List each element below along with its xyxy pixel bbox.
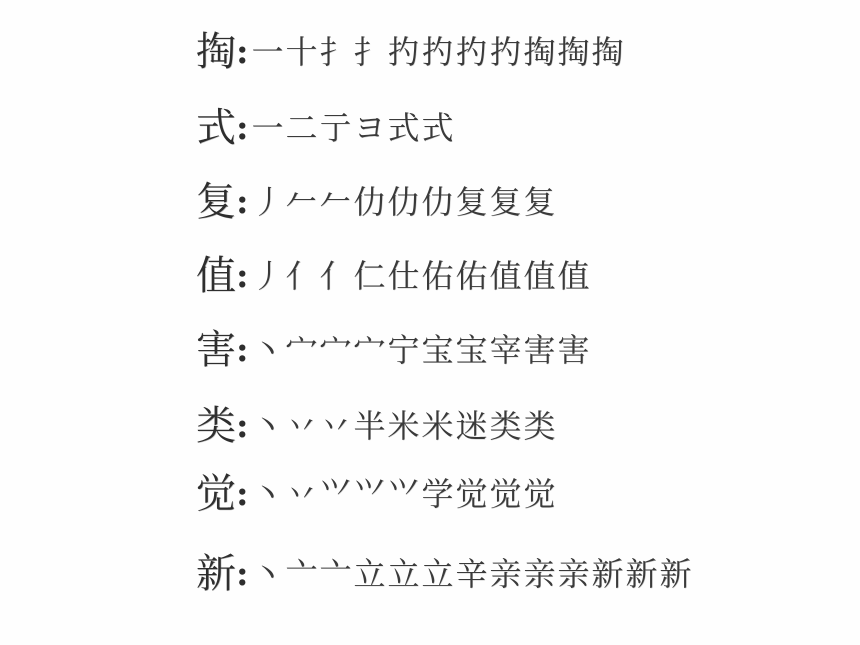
stroke-step: ⺍	[319, 478, 352, 510]
stroke-step: 立	[421, 558, 454, 590]
stroke-step: 新	[591, 558, 624, 590]
colon-separator: :	[236, 554, 249, 594]
stroke-step: 复	[455, 186, 488, 218]
colon-separator: :	[236, 330, 249, 370]
stroke-step: 亲	[523, 558, 556, 590]
stroke-row-tao	[196, 24, 625, 80]
stroke-step: 丶	[251, 410, 284, 442]
stroke-step: 亻	[319, 260, 352, 292]
stroke-step: 值	[557, 260, 590, 292]
stroke-row-xin	[196, 546, 693, 602]
stroke-step: 觉	[489, 478, 522, 510]
stroke-step: 仂	[353, 186, 386, 218]
stroke-step: 式	[387, 112, 420, 144]
stroke-step: 一	[251, 112, 284, 144]
stroke-step: 新	[625, 558, 658, 590]
stroke-step: 觉	[523, 478, 556, 510]
stroke-step: 扌	[319, 36, 352, 68]
stroke-step: 亻	[285, 260, 318, 292]
stroke-step: 𠂉	[319, 186, 352, 218]
stroke-step: 𠂉	[285, 186, 318, 218]
stroke-step: 亠	[285, 558, 318, 590]
stroke-step: 仕	[387, 260, 420, 292]
stroke-step: 丿	[251, 186, 284, 218]
stroke-step: 亲	[557, 558, 590, 590]
stroke-step: 掏	[523, 36, 556, 68]
stroke-step: 二	[285, 112, 318, 144]
stroke-row-hai	[196, 322, 591, 378]
stroke-step: 类	[523, 410, 556, 442]
stroke-step: 亠	[319, 558, 352, 590]
stroke-step: 佑	[455, 260, 488, 292]
stroke-step: 丶	[251, 478, 284, 510]
stroke-step: 仂	[387, 186, 420, 218]
colon-separator: :	[236, 256, 249, 296]
stroke-step: 米	[387, 410, 420, 442]
stroke-step: 新	[659, 558, 692, 590]
colon-separator: :	[236, 406, 249, 446]
stroke-step: 一	[251, 36, 284, 68]
stroke-step: 丶	[251, 334, 284, 366]
stroke-step: 立	[387, 558, 420, 590]
character-label: 式	[196, 105, 236, 151]
stroke-step: 半	[353, 410, 386, 442]
stroke-step: 觉	[455, 478, 488, 510]
character-label: 类	[196, 403, 236, 449]
stroke-row-jue	[196, 466, 557, 522]
stroke-step: ⺍	[353, 478, 386, 510]
stroke-step: 扌	[353, 36, 386, 68]
stroke-step: 复	[523, 186, 556, 218]
stroke-step: 宁	[387, 334, 420, 366]
stroke-step: 扚	[455, 36, 488, 68]
stroke-step: ⺍	[387, 478, 420, 510]
stroke-sequence	[251, 334, 591, 366]
stroke-step: 佑	[421, 260, 454, 292]
stroke-step: 学	[421, 478, 454, 510]
stroke-step: 害	[557, 334, 590, 366]
stroke-sequence	[251, 36, 625, 68]
character-label: 复	[196, 179, 236, 225]
stroke-step: 式	[421, 112, 454, 144]
stroke-step: 丷	[285, 410, 318, 442]
stroke-step: 值	[489, 260, 522, 292]
character-label: 值	[196, 253, 236, 299]
stroke-row-lei	[196, 398, 557, 454]
stroke-step: 宀	[353, 334, 386, 366]
stroke-step: 宝	[421, 334, 454, 366]
stroke-step: 丷	[319, 410, 352, 442]
stroke-sequence	[251, 260, 591, 292]
stroke-sequence	[251, 410, 557, 442]
colon-separator: :	[236, 182, 249, 222]
stroke-step: 亲	[489, 558, 522, 590]
stroke-sequence	[251, 478, 557, 510]
stroke-step: 害	[523, 334, 556, 366]
stroke-row-zhi	[196, 248, 591, 304]
stroke-step: 复	[489, 186, 522, 218]
stroke-step: 掏	[557, 36, 590, 68]
stroke-row-shi	[196, 100, 455, 156]
stroke-step: 宝	[455, 334, 488, 366]
stroke-step: 米	[421, 410, 454, 442]
stroke-sequence	[251, 186, 557, 218]
stroke-sequence	[251, 558, 693, 590]
stroke-step: 十	[285, 36, 318, 68]
colon-separator: :	[236, 32, 249, 72]
character-label: 觉	[196, 471, 236, 517]
stroke-step: 值	[523, 260, 556, 292]
stroke-step: 类	[489, 410, 522, 442]
character-label: 掏	[196, 29, 236, 75]
stroke-step: 丷	[285, 478, 318, 510]
stroke-step: 掏	[591, 36, 624, 68]
stroke-step: 立	[353, 558, 386, 590]
stroke-step: 扚	[421, 36, 454, 68]
character-label: 新	[196, 551, 236, 597]
stroke-step: 迷	[455, 410, 488, 442]
stroke-step: 宀	[285, 334, 318, 366]
stroke-step: ヨ	[353, 112, 386, 144]
character-label: 害	[196, 327, 236, 373]
stroke-sequence	[251, 112, 455, 144]
stroke-step: 宀	[319, 334, 352, 366]
stroke-row-fu	[196, 174, 557, 230]
stroke-step: 亍	[319, 112, 352, 144]
stroke-step: 仂	[421, 186, 454, 218]
stroke-step: 丶	[251, 558, 284, 590]
stroke-step: 仁	[353, 260, 386, 292]
colon-separator: :	[236, 108, 249, 148]
stroke-step: 辛	[455, 558, 488, 590]
stroke-step: 丿	[251, 260, 284, 292]
colon-separator: :	[236, 474, 249, 514]
stroke-step: 扚	[387, 36, 420, 68]
stroke-step: 宰	[489, 334, 522, 366]
stroke-step: 扚	[489, 36, 522, 68]
